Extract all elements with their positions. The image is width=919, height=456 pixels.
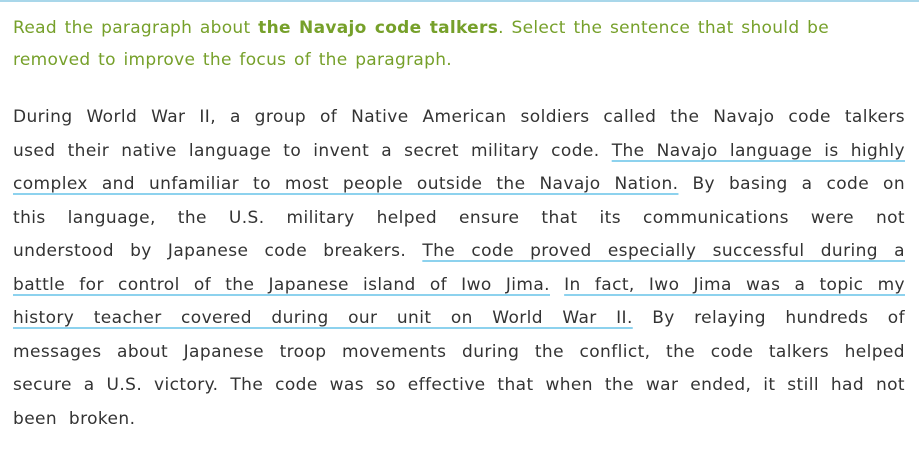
instruction-text: [13, 12, 905, 76]
paragraph-text: By relaying hundreds of messages about Japanese troop movements during the conflict, the code talkers helped secure a U.S. victory. The code was so effective that when the war ended, it still had not been broken.: [13, 308, 905, 429]
paragraph-text: By basing a code on this language, the U.S. military helped ensure that its communications were not understood by Japanese code breakers.: [13, 174, 906, 261]
paragraph-text: During World War II, a group of Native American soldiers called the Navajo code talkers used their native language to invent a secret military code.: [13, 107, 905, 161]
instruction-suffix: . Select the sentence that should be removed to improve the focus of the paragraph.: [13, 18, 829, 70]
selectable-sentence[interactable]: In fact, Iwo Jima was a topic my history teacher covered during our unit on World War II.: [13, 274, 905, 328]
instruction-topic: the Navajo code talkers: [258, 18, 499, 38]
paragraph: [13, 101, 905, 436]
paragraph-text: [550, 275, 564, 295]
selectable-sentence[interactable]: The code proved especially successful during a battle for control of the Japanese island of Iwo Jima.: [13, 241, 905, 295]
selectable-sentence[interactable]: The Navajo language is highly complex and unfamiliar to most people outside the Navajo Nation.: [13, 140, 905, 194]
instruction-prefix: Read the paragraph about: [13, 18, 259, 38]
